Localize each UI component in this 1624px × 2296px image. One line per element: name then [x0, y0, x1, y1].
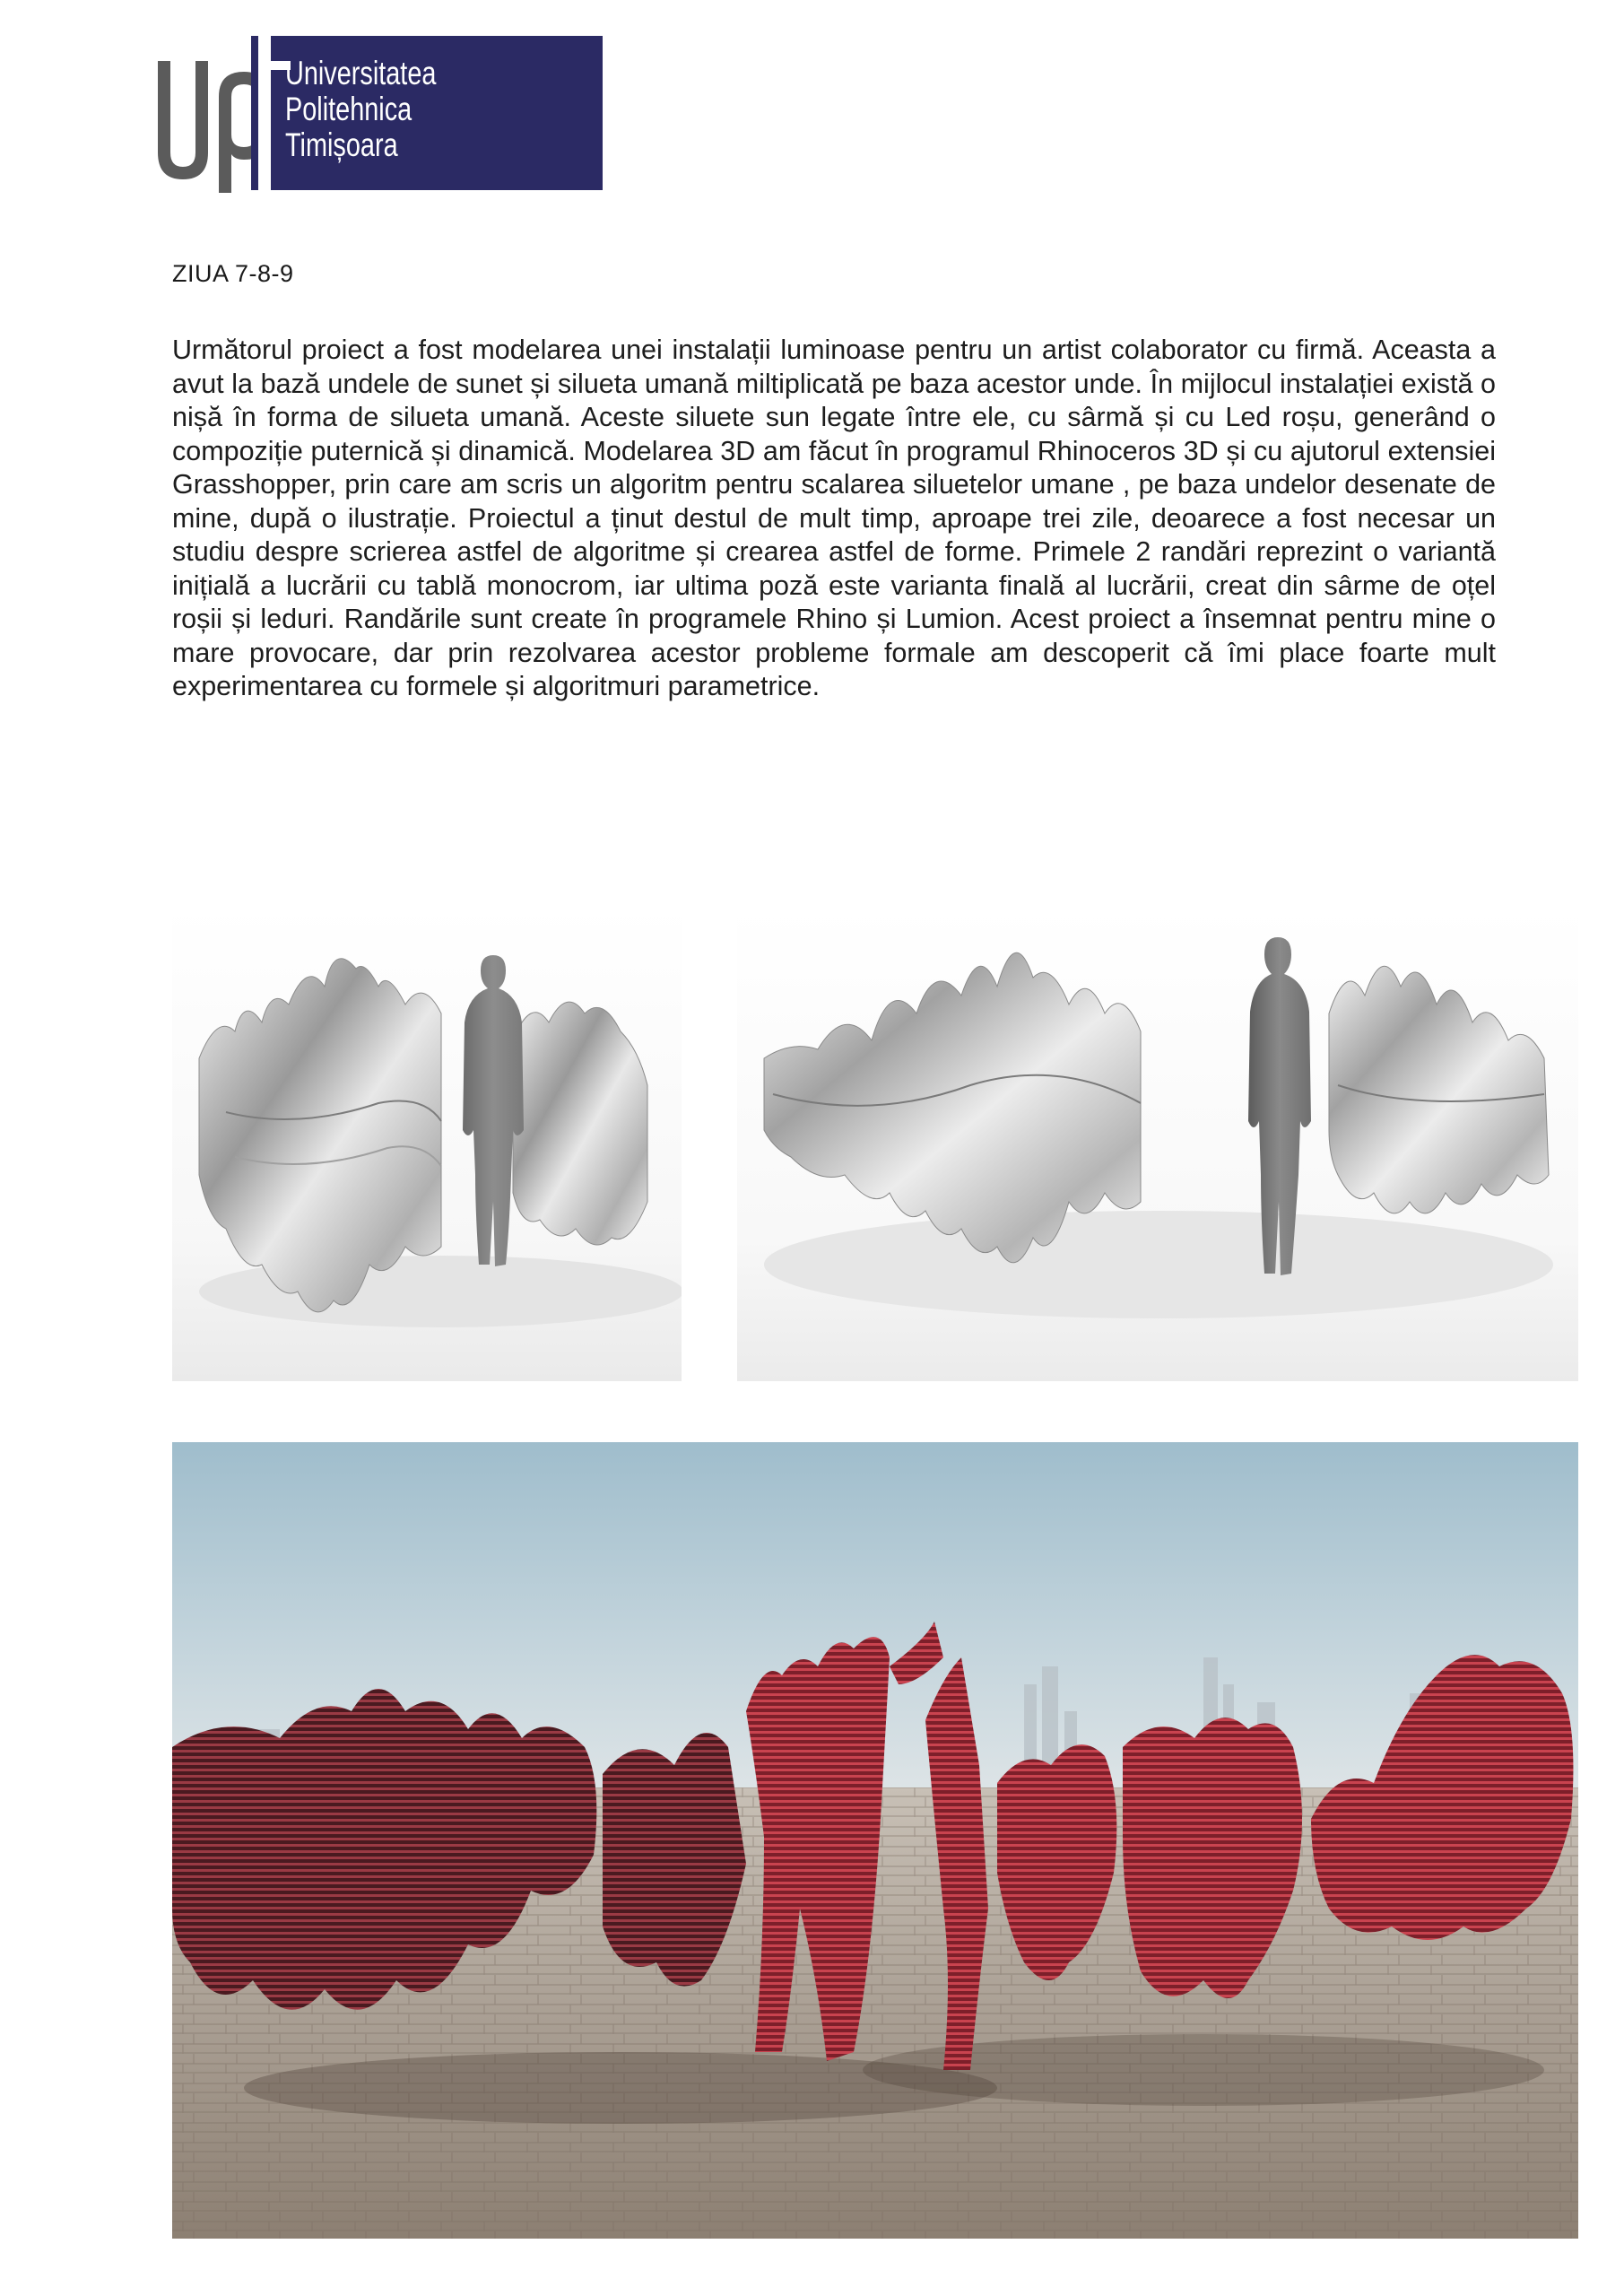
logo-line-politehnica: Politehnica — [285, 91, 413, 127]
render-image-monochrome-1 — [172, 906, 682, 1381]
render-image-red-installation — [172, 1442, 1578, 2239]
project-description: Următorul proiect a fost modelarea unei instalații luminoase pentru un artist colaborator cu firmă. Aceasta a avut la bază undele de sunet și silueta umană miltiplicată pe baza acestor unde. În mijlocul instalației există o nișă în forma de silueta umană. Aceste siluete sun legate între ele, cu sârmă și cu Led roșu, generând o compoziție puternică și dinamică. Modelarea 3D am făcut în programul Rhinoceros 3D și cu ajutorul extensiei Grasshopper, prin care am scris un algoritm pentru scalarea siluetelor umane , pe baza undelor desenate de mine, după o ilustrație. Proiectul a ținut destul de mult timp, aproape trei zile, deoarece a fost necesar un studiu despre scrierea astfel de algoritme și crearea astfel de forme. Primele 2 randări reprezint o variantă inițială a lucrării cu tablă monocrom, iar ultima poză este varianta finală al lucrării, creat din sârme de oțel roșii și leduri. Randările sunt create în programele Rhino și Lumion. Acest proiect a însemnat pentru mine o mare provocare, dar prin rezolvarea acestor probleme formale am descoperit că îmi place foarte mult experimentarea cu formele și algoritmuri parametrice. — [172, 335, 1496, 701]
day-title: ZIUA 7-8-9 — [172, 260, 294, 287]
logo-wordmark — [285, 56, 436, 163]
render-image-monochrome-2 — [737, 906, 1578, 1381]
university-logo — [152, 36, 603, 193]
logo-line-timisoara: Timișoara — [285, 126, 398, 163]
logo-line-university: Universitatea — [285, 55, 437, 91]
